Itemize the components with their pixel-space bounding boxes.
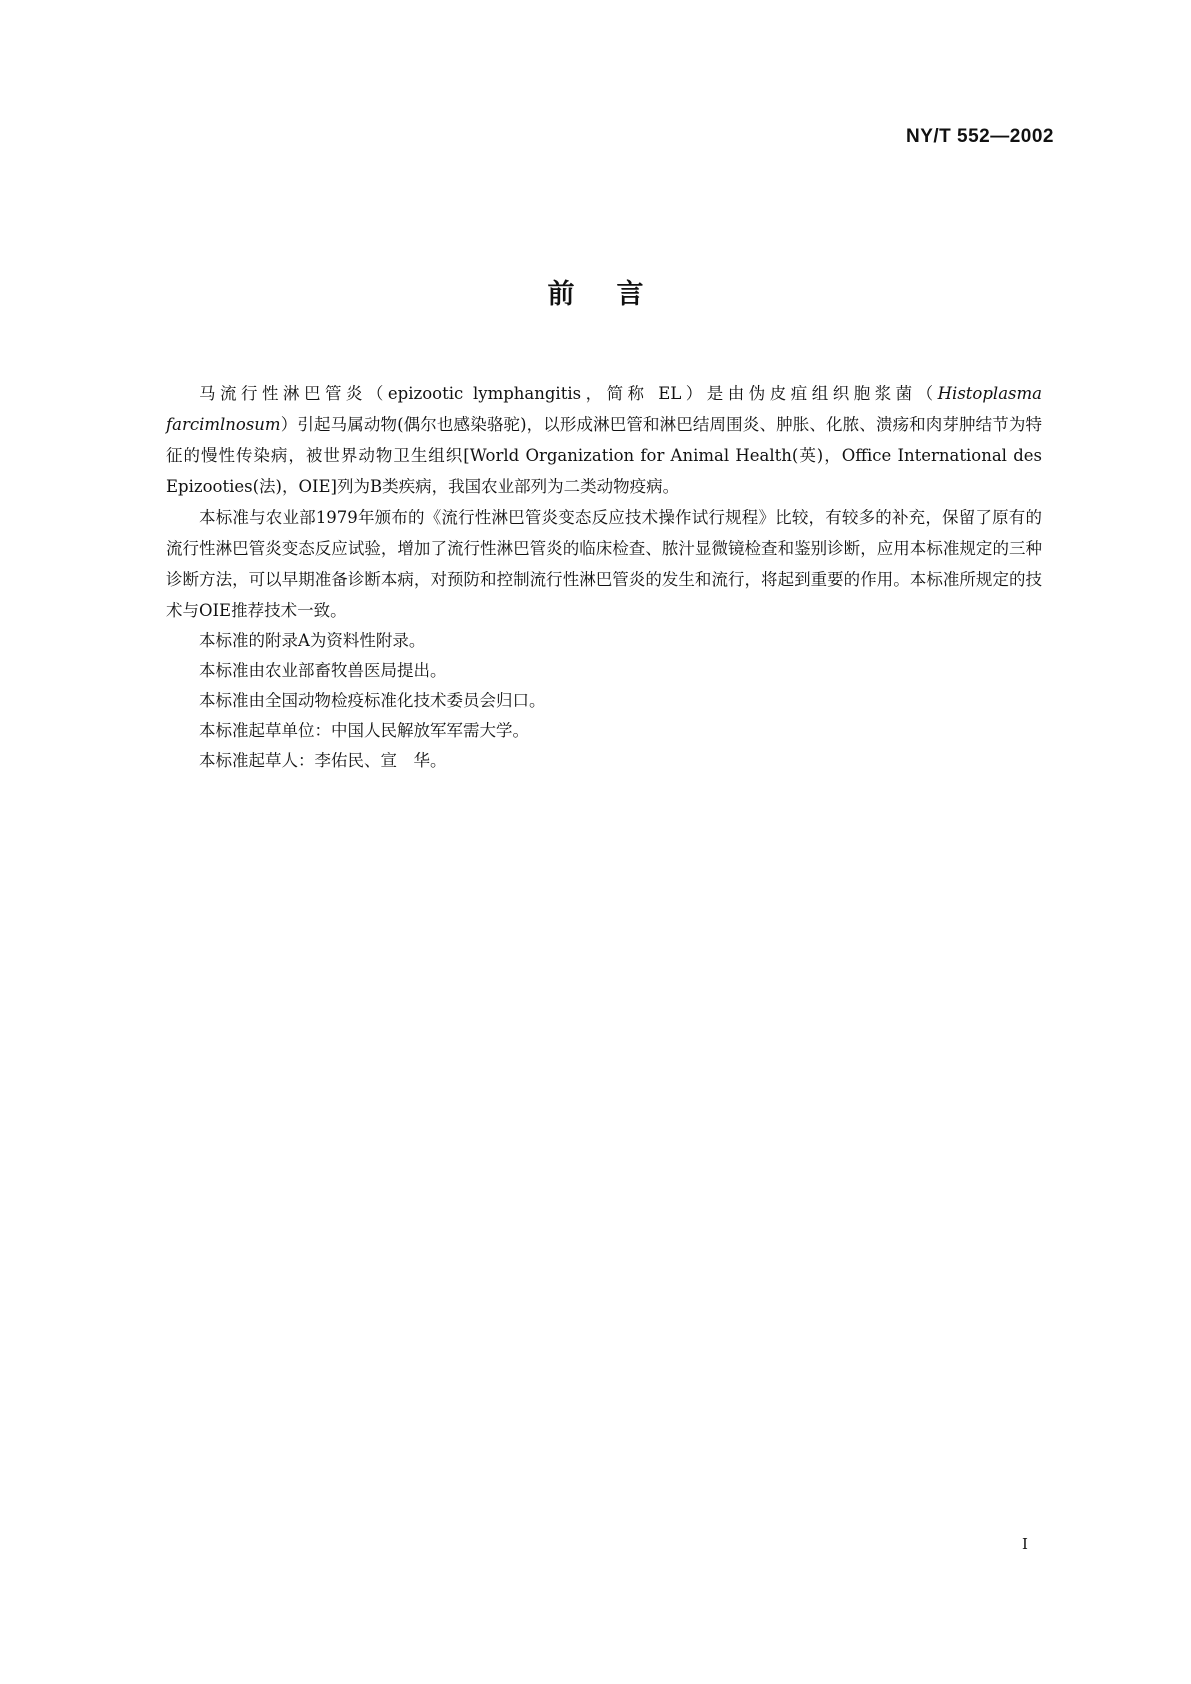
paragraph-comparison: 本标准与农业部1979年颁布的《流行性淋巴管炎变态反应技术操作试行规程》比较，有较多的补充，保留了原有的流行性淋巴管炎变态反应试验，增加了流行性淋巴管炎的临床检查、脓汁显微镜检查和鉴别诊断，应用本标准规定的三种诊断方法，可以早期准备诊断本病，对预防和控制流行性淋巴管炎的发生和流行，将起到重要的作用。本标准所规定的技术与OIE推荐技术一致。: [166, 508, 1042, 620]
pathogen-scientific-name: Histoplasma farcimlnosum: [166, 384, 1042, 434]
paragraph-intro-text-1: 马流行性淋巴管炎（epizootic lymphangitis，简称 EL）是由伪皮疽组织胞浆菌（: [199, 384, 938, 403]
page-title: 前言: [547, 279, 686, 310]
paragraph-drafting-unit: 本标准起草单位：中国人民解放军军需大学。: [199, 721, 529, 740]
paragraph-drafters: 本标准起草人：李佑民、宣 华。: [199, 751, 447, 770]
paragraph-appendix: 本标准的附录A为资料性附录。: [199, 631, 426, 650]
foreword-body: [166, 378, 1042, 776]
paragraph-proposer: 本标准由农业部畜牧兽医局提出。: [199, 661, 447, 680]
standard-number: NY/T 552—2002: [905, 126, 1054, 147]
paragraph-intro-text-2: ）引起马属动物(偶尔也感染骆驼)，以形成淋巴管和淋巴结周围炎、肿胀、化脓、溃疡和肉芽肿结节为特征的慢性传染病，被世界动物卫生组织[World Organization for Animal Health(英)，Office International des Epizooties(法)，OIE]列为B类疾病，我国农业部列为二类动物疫病。: [166, 415, 1042, 496]
paragraph-intro: [166, 378, 1042, 502]
page-number: I: [1022, 1535, 1028, 1553]
paragraph-centralized: 本标准由全国动物检疫标准化技术委员会归口。: [199, 691, 546, 710]
